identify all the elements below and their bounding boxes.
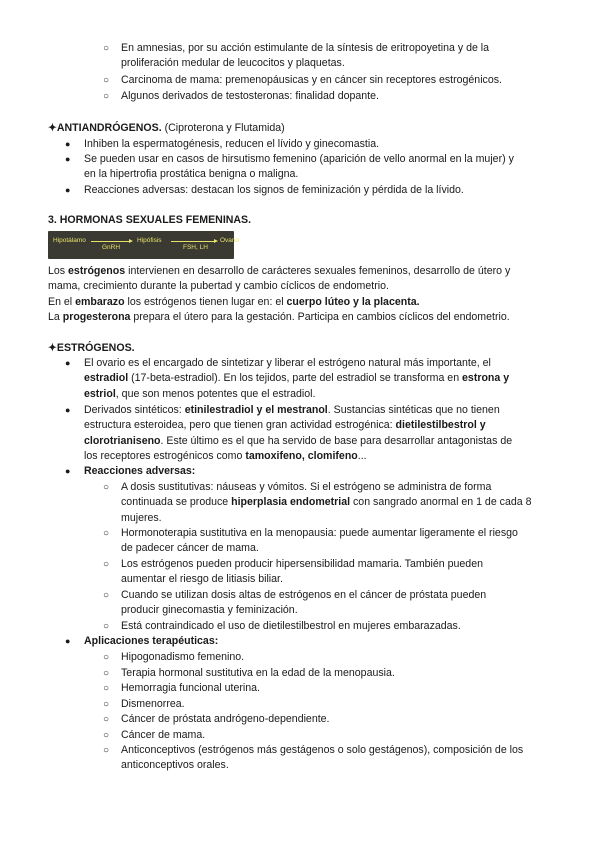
list-item: ○ Anticonceptivos (estrógenos más gestágenos o solo gestágenos), composición de los anticonceptivos orales. — [103, 744, 524, 772]
hormone-axis-diagram — [48, 231, 240, 259]
list-item: ● Reacciones adversas: destacan los signos de feminización y pérdida de la lívido. — [84, 183, 556, 198]
arrow-right-icon — [91, 241, 131, 242]
diagram-label-gnrh: GnRH — [102, 244, 121, 251]
hollow-bullet-icon: ○ — [103, 621, 110, 632]
arrow-right-icon — [171, 241, 216, 242]
hollow-bullet-icon: ○ — [103, 668, 110, 679]
list-item: ○ Hipogonadismo femenino. — [121, 650, 556, 665]
list-item: ○ Cáncer de mama. — [121, 728, 556, 743]
filled-bullet-icon: ● — [65, 358, 71, 368]
list-item: ○ Dismenorrea. — [121, 697, 556, 712]
list-item: ○ Cáncer de próstata andrógeno-dependiente. — [121, 712, 556, 727]
filled-bullet-icon: ● — [65, 636, 71, 646]
hollow-bullet-icon: ○ — [103, 75, 110, 86]
hollow-bullet-icon: ○ — [103, 683, 110, 694]
list-item: ○ Algunos derivados de testosteronas: finalidad dopante. — [121, 89, 556, 104]
list-item: ○ Terapia hormonal sustitutiva en la edad de la menopausia. — [121, 666, 556, 681]
hollow-bullet-icon: ○ — [103, 590, 110, 601]
list-item: ● Se pueden usar en casos de hirsutismo femenino (aparición de vello anormal en la mujer) y en la hipertrofia prostática benigna o maligna. — [65, 153, 514, 181]
hollow-bullet-icon: ○ — [103, 714, 110, 725]
list-item: ● El ovario es el encargado de sintetizar y liberar el estrógeno natural más importante, el estradiol (17-beta-estradiol). En los tejidos, parte del estradiol se transforma en estrona y estriol, que son menos potentes que el estradiol. — [65, 357, 510, 400]
hollow-bullet-icon: ○ — [103, 91, 110, 102]
section-heading-estrogenos: ✦ESTRÓGENOS. — [48, 342, 135, 354]
hollow-bullet-icon: ○ — [103, 528, 110, 539]
list-item: ○ Hemorragia funcional uterina. — [121, 681, 556, 696]
filled-bullet-icon: ● — [65, 185, 71, 195]
diagram-node-ovario: Ovario — [220, 237, 240, 244]
hollow-bullet-icon: ○ — [103, 699, 110, 710]
hollow-bullet-icon: ○ — [103, 559, 110, 570]
section-heading-hormonas-femeninas: 3. HORMONAS SEXUALES FEMENINAS. — [48, 214, 252, 226]
list-item: ○ Cuando se utilizan dosis altas de estrógenos en el cáncer de próstata pueden producir ginecomastia y feminización. — [103, 589, 487, 617]
filled-bullet-icon: ● — [65, 466, 71, 476]
section-heading-antiandrogenos: ✦ANTIANDRÓGENOS. (Ciproterona y Flutamida) — [48, 122, 285, 134]
hollow-bullet-icon: ○ — [103, 43, 110, 54]
list-item: ○ Está contraindicado el uso de dietilestilbestrol en mujeres embarazadas. — [121, 619, 556, 634]
list-item-reacciones: ● Reacciones adversas: — [84, 464, 556, 479]
diagram-node-hipotalamo: Hipotálamo — [53, 237, 86, 244]
diagram-node-hipofisis: Hipófisis — [137, 237, 162, 244]
list-item: ○ Carcinoma de mama: premenopáusicas y en cáncer sin receptores estrogénicos. — [121, 73, 556, 88]
list-item: ○ Los estrógenos pueden producir hipersensibilidad mamaria. También pueden aumentar el riesgo de litiasis biliar. — [103, 558, 483, 586]
filled-bullet-icon: ● — [65, 405, 71, 415]
list-item: ● Derivados sintéticos: etinilestradiol y el mestranol. Sustancias sintéticas que no tienen estructura esteroidea, pero que tienen gran actividad estrogénica: dietilestilbestrol y clorotrianiseno. Este último es el que ha servido de base para desarrollar antagonistas de los receptores estrogénicos como tamoxifeno, clomifeno... — [65, 404, 513, 463]
hollow-bullet-icon: ○ — [103, 730, 110, 741]
hollow-bullet-icon: ○ — [103, 745, 110, 756]
list-item-aplicaciones: ● Aplicaciones terapéuticas: — [84, 634, 556, 649]
filled-bullet-icon: ● — [65, 154, 71, 164]
hollow-bullet-icon: ○ — [103, 482, 110, 493]
diagram-label-fsh-lh: FSH, LH — [183, 244, 208, 251]
list-item: ○ En amnesias, por su acción estimulante de la síntesis de eritropoyetina y de la proliferación medular de leucocitos y plaquetas. — [103, 42, 490, 70]
filled-bullet-icon: ● — [65, 139, 71, 149]
list-item: ○ A dosis sustitutivas: náuseas y vómitos. Si el estrógeno se administra de forma continuada se produce hiperplasia endometrial con sangrado anormal en 1 de cada 8 mujeres. — [103, 481, 532, 524]
paragraph-estrogenos: Los estrógenos intervienen en desarrollo de carácteres sexuales femeninos, desarrollo de útero y mama, crecimiento durante la pubertad y cambio cíclicos de endometrio. En el embarazo los estrógenos tienen lugar en: el cuerpo lúteo y la placenta. La progesterona prepara el útero para la gestación. Participa en cambios cíclicos del endometrio. — [48, 265, 511, 324]
list-item: ● Inhiben la espermatogénesis, reducen el lívido y ginecomastia. — [84, 137, 556, 152]
list-item: ○ Hormonoterapia sustitutiva en la menopausia: puede aumentar ligeramente el riesgo de padecer cáncer de mama. — [103, 527, 518, 555]
hollow-bullet-icon: ○ — [103, 652, 110, 663]
